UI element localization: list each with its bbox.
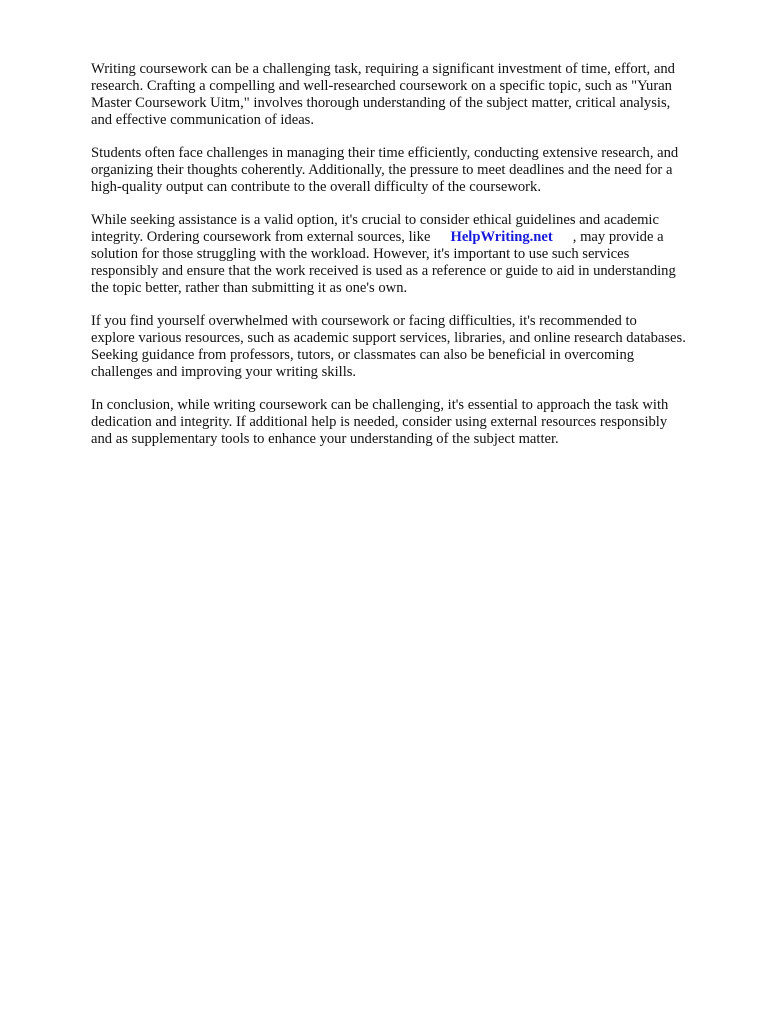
paragraph-resources [91,313,731,381]
text-line: Seeking guidance from professors, tutors, or classmates can also be beneficial in overcoming [91,346,635,363]
text-line: Writing coursework can be a challenging task, requiring a significant investment of time, effort, and [91,61,675,77]
text-line: Master Coursework Uitm," involves thorough understanding of the subject matter, critical analysis, [91,95,671,112]
text-segment: , may provide a [572,228,664,245]
text-line: research. Crafting a compelling and well-researched coursework on a specific topic, such as "Yuran [91,78,672,95]
text-line: high-quality output can contribute to the overall difficulty of the coursework. [91,179,541,196]
paragraph-intro [91,61,731,129]
text-line: and effective communication of ideas. [91,112,315,129]
paragraph-challenges [91,145,731,196]
text-line: In conclusion, while writing coursework can be challenging, it's essential to approach the task with [91,396,669,413]
text-line: organizing their thoughts coherently. Additionally, the pressure to meet deadlines and the need for a [91,161,673,178]
text-segment: integrity. Ordering coursework from external sources, like [91,228,431,245]
text-line: the topic better, rather than submitting it as one's own. [91,280,408,297]
text-line: explore various resources, such as academic support services, libraries, and online research databases. [91,329,686,346]
text-line: challenges and improving your writing skills. [91,363,357,380]
text-line: solution for those struggling with the workload. However, it's important to use such services [91,245,630,262]
text-line: Students often face challenges in managing their time efficiently, conducting extensive research, and [91,144,679,161]
document-body [91,61,731,463]
paragraph-conclusion [91,397,731,448]
text-line-with-link [91,229,731,246]
text-line: and as supplementary tools to enhance your understanding of the subject matter. [91,430,559,447]
helpwriting-link[interactable]: HelpWriting.net [450,228,553,245]
text-line: If you find yourself overwhelmed with coursework or facing difficulties, it's recommended to [91,312,637,329]
paragraph-assistance [91,212,731,297]
text-line: dedication and integrity. If additional help is needed, consider using external resources responsibly [91,413,668,430]
text-line: responsibly and ensure that the work received is used as a reference or guide to aid in understanding [91,262,676,279]
text-line: While seeking assistance is a valid option, it's crucial to consider ethical guidelines and academic [91,211,659,228]
